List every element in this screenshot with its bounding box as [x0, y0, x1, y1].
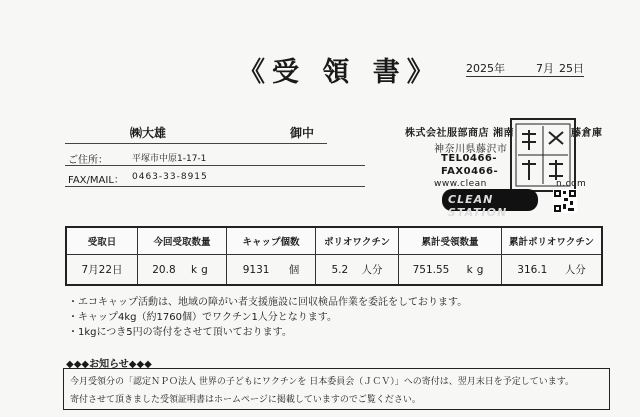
- cell-total-polio: [502, 255, 603, 286]
- contact-underline: [65, 186, 365, 187]
- note-line-2: ・キャップ4kg（約1760個）でワクチン1人分となります。: [68, 312, 338, 323]
- header-polio: ポリオワクチン: [316, 227, 399, 255]
- recipient-underline: [65, 143, 327, 144]
- issuer-address: 神奈川県藤沢市: [434, 144, 508, 155]
- header-total-polio: 累計ポリオワクチン: [502, 227, 603, 255]
- logo-text: CLEAN STATION: [448, 193, 508, 219]
- qr-code-icon: [553, 189, 577, 213]
- header-date: 受取日: [66, 227, 138, 255]
- polio-value: 5.2: [331, 264, 349, 276]
- polio-unit: 人分: [361, 264, 383, 276]
- qty-value: 20.8: [152, 263, 176, 276]
- issuer-warehouse: 藤倉庫: [571, 128, 603, 139]
- date-year: 2025年: [466, 60, 514, 77]
- issuer-url-end: n.com: [556, 179, 587, 189]
- address-underline: [65, 165, 365, 166]
- total-polio-unit: 人分: [564, 264, 586, 276]
- date-month: 7月: [514, 60, 554, 77]
- date-day: 25日: [554, 60, 584, 77]
- company-seal-stamp: [510, 118, 576, 192]
- header-qty: 今回受取数量: [138, 227, 227, 255]
- document-title: 《受 領 書》: [238, 57, 441, 88]
- address-label: ご住所：: [68, 155, 108, 166]
- header-caps: キャップ個数: [227, 227, 316, 255]
- table-row: [66, 255, 602, 286]
- receipt-table: [65, 226, 603, 286]
- address-value: 平塚市中原1-17-1: [132, 154, 207, 164]
- notice-box: [63, 368, 610, 410]
- qty-unit: kg: [190, 263, 212, 276]
- caps-unit: 個: [288, 264, 300, 276]
- contact-label: FAX/MAIL：: [68, 175, 124, 186]
- clean-station-logo: [442, 189, 538, 219]
- cell-total-qty: [399, 255, 502, 286]
- note-line-1: ・エコキャップ活動は、地域の障がい者支援施設に回収検品作業を委託をしております。: [68, 297, 468, 308]
- total-qty-value: 751.55: [412, 263, 450, 276]
- recipient-honorific: 御中: [290, 126, 315, 140]
- contact-value: 0463-33-8915: [132, 172, 208, 182]
- notice-line-2: 寄付させて頂きました受領証明書はホームページに掲載していますのでご覧ください。: [70, 395, 421, 405]
- header-total-qty: 累計受領数量: [399, 227, 502, 255]
- cell-qty: [138, 255, 227, 286]
- issuer-company: 株式会社服部商店 湘南: [405, 128, 514, 139]
- issuer-tel: TEL0466-: [441, 153, 498, 164]
- caps-value: 9131: [242, 264, 270, 276]
- notice-line-1: 今月受領分の「認定ＮＰＯ法人 世界の子どもにワクチンを 日本委員会（ＪＣＶ）」への寄付は、翌月末日を予定しています。: [70, 377, 575, 387]
- table-header-row: [66, 227, 602, 255]
- cell-polio: [316, 255, 399, 286]
- total-qty-unit: kg: [466, 263, 488, 276]
- issuer-url: www.clean: [434, 179, 487, 189]
- recipient-name: ㈱大雄: [130, 126, 167, 140]
- note-line-3: ・1kgにつき5円の寄付をさせて頂いております。: [68, 327, 292, 338]
- notice-heading: ◆◆◆お知らせ◆◆◆: [66, 359, 152, 370]
- total-polio-value: 316.1: [517, 264, 548, 276]
- cell-caps: [227, 255, 316, 286]
- cell-date: 7月22日: [66, 255, 138, 286]
- issuer-fax: FAX0466-: [441, 166, 499, 177]
